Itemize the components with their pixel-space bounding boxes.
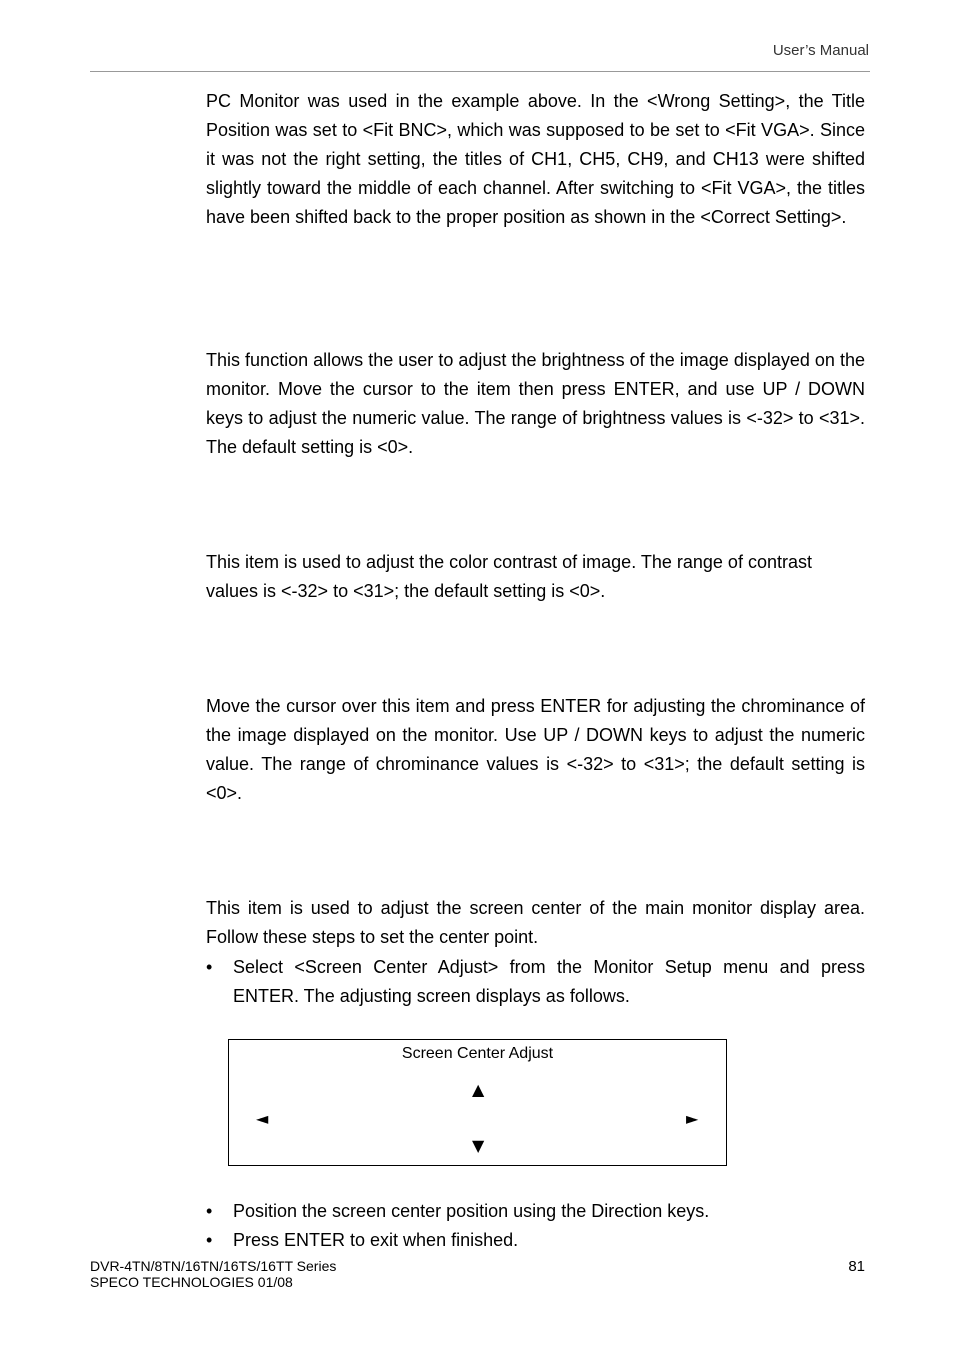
- contrast-paragraph: This item is used to adjust the color contrast of image. The range of contrast values is <-32> to <31>; the default setting is <0>.: [206, 552, 812, 601]
- screen-center-adjust-title: Screen Center Adjust: [401, 1045, 554, 1062]
- bullet-text-position: Position the screen center position using the Direction keys.: [233, 1201, 710, 1221]
- bullet-text-select: Select <Screen Center Adjust> from the Monitor Setup menu and press ENTER. The adjusting screen displays as follows.: [233, 957, 865, 1006]
- footer: [90, 1258, 336, 1290]
- chrominance-paragraph: Move the cursor over this item and press ENTER for adjusting the chrominance of the image displayed on the monitor. Use UP / DOWN keys to adjust the numeric value. The range of chrominance values is <-32> to <31>; the default setting is <0>.: [206, 696, 865, 803]
- footer-company: SPECO TECHNOLOGIES 01/08: [90, 1274, 293, 1290]
- arrow-up-icon: ▲: [472, 1080, 485, 1099]
- arrow-right-icon: ►: [686, 1109, 699, 1128]
- list-item: [206, 1226, 865, 1255]
- bullet-text-exit: Press ENTER to exit when finished.: [233, 1230, 519, 1250]
- bullet-icon: •: [206, 957, 213, 977]
- arrow-down-icon: ▼: [472, 1136, 485, 1155]
- arrow-left-icon: ◄: [256, 1109, 269, 1128]
- screen-center-adjust-panel: [228, 1039, 727, 1166]
- list-item: [206, 953, 865, 1011]
- header-divider: [90, 71, 870, 72]
- bullet-icon: •: [206, 1230, 213, 1250]
- title-position-paragraph: PC Monitor was used in the example above. In the <Wrong Setting>, the Title Position was set to <Fit BNC>, which was supposed to be set to <Fit VGA>. Since it was not the right setting, the titles of CH1, CH5, CH9, and CH13 were shifted slightly toward the middle of each channel. After switching to <Fit VGA>, the titles have been shifted back to the proper position as shown in the <Correct Setting>.: [206, 91, 865, 227]
- header-title: User’s Manual: [772, 42, 869, 59]
- list-item: [206, 1197, 865, 1226]
- footer-model: DVR-4TN/8TN/16TN/16TS/16TT Series: [90, 1258, 337, 1274]
- brightness-paragraph: This function allows the user to adjust the brightness of the image displayed on the monitor. Move the cursor to the item then press ENTER, and use UP / DOWN keys to adjust the numeric value. The range of brightness values is <-32> to <31>. The default setting is <0>.: [206, 350, 865, 457]
- screen-center-paragraph: This item is used to adjust the screen center of the main monitor display area. Follow these steps to set the center point.: [206, 898, 865, 947]
- page-number: 81: [848, 1258, 865, 1275]
- bullet-icon: •: [206, 1201, 213, 1221]
